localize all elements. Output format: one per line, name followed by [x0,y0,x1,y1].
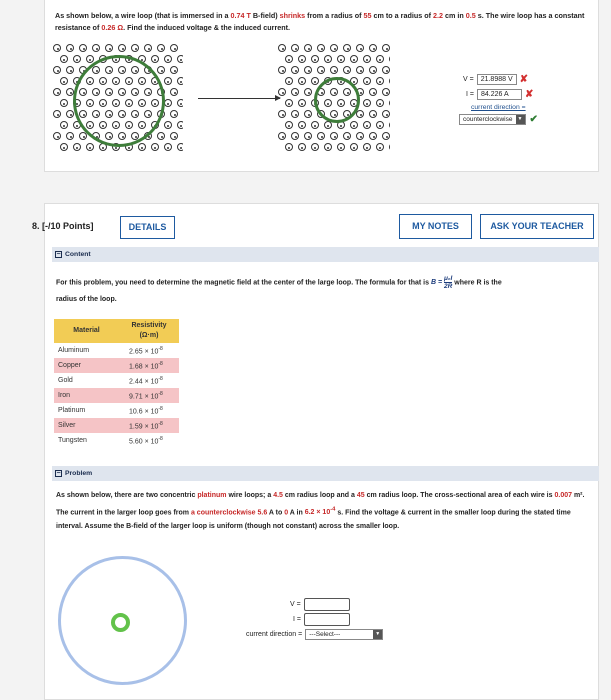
b-field-out-of-page-icon [278,132,286,140]
b-field-out-of-page-icon [151,143,159,151]
collapse-icon[interactable]: − [56,251,61,258]
ask-your-teacher-button[interactable]: ASK YOUR TEACHER [480,214,594,239]
b-field-out-of-page-icon [298,143,306,151]
b-field-out-of-page-icon [337,143,345,151]
material-header: Material [54,319,119,343]
b-field-out-of-page-icon [376,121,384,129]
b-field-out-of-page-icon [151,55,159,63]
current-answer-field[interactable]: 84.226 A [477,89,522,100]
direction-answer-row [459,114,538,125]
b-field-out-of-page-icon [369,66,377,74]
resistivity-header: Resistivity (Ω·m) [119,319,179,343]
details-button[interactable]: DETAILS [120,216,175,239]
b-field-out-of-page-icon [291,88,299,96]
small-loop-diagram [111,613,130,632]
b-field-out-of-page-icon [278,110,286,118]
incorrect-icon: ✘ [519,74,529,85]
voltage-input[interactable] [304,598,350,611]
b-field-out-of-page-icon [389,121,391,129]
b-field-out-of-page-icon [343,132,351,140]
b-field-out-of-page-icon [177,121,184,129]
b-field-out-of-page-icon [285,143,293,151]
b-field-out-of-page-icon [285,99,293,107]
b-field-out-of-page-icon [60,121,68,129]
b-field-out-of-page-icon [291,110,299,118]
small-wire-loop [314,77,360,123]
resistivity-table [54,319,179,448]
b-field-out-of-page-icon [285,77,293,85]
b-field-out-of-page-icon [164,77,172,85]
b-field-out-of-page-icon [311,55,319,63]
b-field-out-of-page-icon [382,44,390,52]
b-field-out-of-page-icon [298,77,306,85]
b-field-out-of-page-icon [356,132,364,140]
b-field-out-of-page-icon [170,110,178,118]
direction-dropdown[interactable]: ---Select--- ▼ [305,629,383,640]
b-field-out-of-page-icon [363,99,371,107]
b-field-out-of-page-icon [382,132,390,140]
b-field-out-of-page-icon [170,66,178,74]
material-cell: Gold [58,377,73,384]
problem-direction-row: current direction = ---Select--- ▼ [246,629,383,640]
b-field-out-of-page-icon [53,44,61,52]
content-paragraph: For this problem, you need to determine the magnetic field at the center of the large loop. The formula for that is B = $\frac{\text{μ₀I}}{2R}$ where R is the [56,275,502,290]
b-field-out-of-page-icon [304,44,312,52]
content-paragraph-cont: radius of the loop. [56,296,117,303]
b-field-out-of-page-icon [311,77,319,85]
resistivity-cell: $10.6 \times 10^{-8}$ [129,405,163,416]
b-field-out-of-page-icon [177,143,184,151]
b-field-out-of-page-icon [317,66,325,74]
b-field-out-of-page-icon [343,44,351,52]
b-field-out-of-page-icon [356,66,364,74]
material-cell: Platinum [58,407,86,414]
b-field-out-of-page-icon [350,143,358,151]
resistivity-cell: $2.65 \times 10^{-8}$ [129,345,163,356]
voltage-answer-field[interactable]: 21.8988 V [477,74,517,85]
b-field-out-of-page-icon [369,132,377,140]
table-row [54,373,179,388]
b-field-out-of-page-icon [53,88,61,96]
voltage-answer-row: V = 21.8988 V ✘ [463,74,529,85]
resistivity-cell: $1.59 \times 10^{-8}$ [119,418,179,433]
b-field-out-of-page-icon [389,143,391,151]
b-field-out-of-page-icon [304,132,312,140]
table-row [54,388,179,403]
b-field-out-of-page-icon [86,55,94,63]
b-field-out-of-page-icon [66,132,74,140]
current-answer-row: I = 84.226 A ✘ [466,89,534,100]
b-field-out-of-page-icon [60,143,68,151]
b-field-out-of-page-icon [105,44,113,52]
resistivity-cell: $1.68 \times 10^{-8}$ [119,358,179,373]
b-field-out-of-page-icon [298,55,306,63]
b-field-out-of-page-icon [330,44,338,52]
table-row [54,403,179,418]
b-field-out-of-page-icon [382,66,390,74]
b-field-out-of-page-icon [66,44,74,52]
chevron-down-icon: ▼ [516,115,525,124]
b-field-out-of-page-icon [330,66,338,74]
problem-section-header[interactable]: − Problem [52,466,599,481]
b-field-out-of-page-icon [311,121,319,129]
b-field-out-of-page-icon [369,110,377,118]
b-field-out-of-page-icon [389,99,391,107]
b-field-out-of-page-icon [86,143,94,151]
table-row [54,433,179,448]
b-field-out-of-page-icon [291,66,299,74]
b-field-out-of-page-icon [131,44,139,52]
problem-paragraph: As shown below, there are two concentric platinum wire loops; a 4.5 cm radius loop and a 45 cm radius loop. The cross-sectional area of each wire is 0.007 m². The current in the larger loop goes from a counterclockwise 5.6 A to 0 A in $6.2 \times 10^{-4}$ s. Find the voltage & current in the smaller loop during the stated time interval. Assume the B-field of the larger loop is uniform (though not constant) across the smaller loop. [56,492,585,531]
problem-voltage-row: V = [290,598,350,611]
problem-current-row: I = [293,613,350,626]
b-field-out-of-page-icon [363,77,371,85]
current-direction-label: current direction = [471,104,526,111]
b-field-out-of-page-icon [389,55,391,63]
b-field-out-of-page-icon [363,55,371,63]
formula: B = $\frac{\text{μ₀I}}{2R}$ [430,275,453,290]
b-field-out-of-page-icon [298,121,306,129]
b-field-out-of-page-icon [60,99,68,107]
resistivity-cell: $9.71 \times 10^{-8}$ [119,388,179,403]
shrink-arrow [198,98,280,99]
b-field-out-of-page-icon [369,44,377,52]
b-field-out-of-page-icon [278,66,286,74]
correct-check-icon: ✔ [529,114,538,125]
b-field-out-of-page-icon [376,99,384,107]
b-field-out-of-page-icon [164,143,172,151]
b-field-out-of-page-icon [177,77,184,85]
b-field-out-of-page-icon [317,132,325,140]
resistivity-cell: $5.60 \times 10^{-8}$ [129,435,163,446]
resistivity-cell: $2.44 \times 10^{-8}$ [129,375,163,386]
b-field-out-of-page-icon [285,55,293,63]
b-field-out-of-page-icon [350,121,358,129]
previous-problem-text: As shown below, a wire loop (that is immersed in a 0.74 T B-field) shrinks from a radius of 55 cm to a radius of 2.2 cm in 0.5 s. The wire loop has a constant resistance of 0.26 Ω. Find the induced voltage & the induced current. [55,11,585,32]
b-field-out-of-page-icon [363,143,371,151]
b-field-out-of-page-icon [285,121,293,129]
b-field-out-of-page-icon [73,55,81,63]
b-field-out-of-page-icon [170,44,178,52]
b-field-out-of-page-icon [92,44,100,52]
b-field-out-of-page-icon [278,44,286,52]
current-input[interactable] [304,613,350,626]
b-field-out-of-page-icon [170,88,178,96]
direction-select[interactable]: counterclockwise ▼ [459,114,526,125]
material-cell: Aluminum [58,347,90,354]
collapse-icon[interactable]: − [56,470,61,477]
b-field-out-of-page-icon [304,66,312,74]
b-field-out-of-page-icon [389,77,391,85]
b-field-out-of-page-icon [298,99,306,107]
table-row [54,343,179,358]
b-field-out-of-page-icon [382,88,390,96]
b-field-out-of-page-icon [73,143,81,151]
b-field-out-of-page-icon [66,66,74,74]
b-field-out-of-page-icon [177,99,184,107]
table-row [54,418,179,433]
b-field-out-of-page-icon [53,132,61,140]
b-field-out-of-page-icon [144,44,152,52]
b-field-out-of-page-icon [363,121,371,129]
b-field-out-of-page-icon [278,88,286,96]
b-field-out-of-page-icon [324,55,332,63]
b-field-out-of-page-icon [356,110,364,118]
b-field-out-of-page-icon [304,110,312,118]
b-field-out-of-page-icon [291,132,299,140]
large-wire-loop [73,55,165,147]
b-field-out-of-page-icon [157,44,165,52]
b-field-out-of-page-icon [369,88,377,96]
question-number: 8. [-/10 Points] [32,221,94,231]
table-row [54,358,179,373]
my-notes-button[interactable]: MY NOTES [399,214,472,239]
b-field-out-of-page-icon [356,44,364,52]
b-field-out-of-page-icon [376,77,384,85]
b-field-out-of-page-icon [53,66,61,74]
b-field-out-of-page-icon [60,55,68,63]
previous-problem-card [44,0,599,172]
b-field-out-of-page-icon [66,110,74,118]
b-field-out-of-page-icon [343,66,351,74]
material-cell: Iron [54,388,119,403]
b-field-out-of-page-icon [317,44,325,52]
material-cell: Silver [54,418,119,433]
b-field-out-of-page-icon [376,55,384,63]
b-field-out-of-page-icon [376,143,384,151]
b-field-out-of-page-icon [157,132,165,140]
b-field-out-of-page-icon [157,66,165,74]
b-field-out-of-page-icon [324,143,332,151]
b-field-out-of-page-icon [177,55,184,63]
b-field-out-of-page-icon [79,44,87,52]
b-field-out-of-page-icon [311,143,319,151]
incorrect-icon: ✘ [524,89,534,100]
b-field-out-of-page-icon [138,143,146,151]
b-field-out-of-page-icon [170,132,178,140]
b-field-out-of-page-icon [118,44,126,52]
b-field-out-of-page-icon [291,44,299,52]
b-field-out-of-page-icon [330,132,338,140]
material-cell: Tungsten [58,437,87,444]
b-field-out-of-page-icon [164,55,172,63]
content-section-header[interactable]: − Content [52,247,599,262]
b-field-out-of-page-icon [53,110,61,118]
b-field-out-of-page-icon [164,121,172,129]
b-field-out-of-page-icon [382,110,390,118]
b-field-out-of-page-icon [350,55,358,63]
b-field-out-of-page-icon [304,88,312,96]
material-cell: Copper [54,358,119,373]
b-field-out-of-page-icon [60,77,68,85]
b-field-out-of-page-icon [337,55,345,63]
chevron-down-icon: ▼ [373,630,382,639]
